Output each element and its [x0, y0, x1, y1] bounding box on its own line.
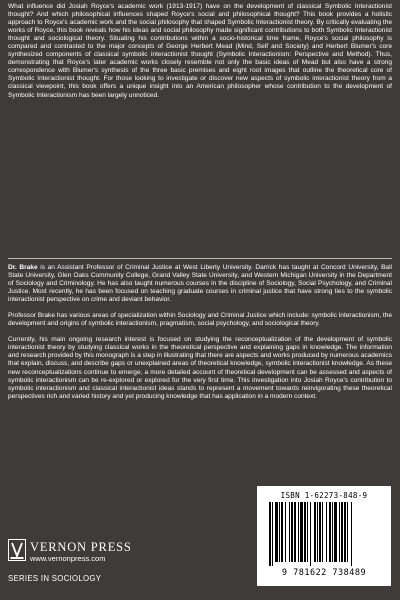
barcode-bar: [351, 502, 352, 566]
vernon-press-logo-icon: [8, 539, 26, 561]
isbn-label: ISBN 1-62273-848-9: [280, 491, 368, 500]
barcode-bar: [341, 502, 343, 562]
barcode-bar: [319, 502, 321, 562]
barcode-bar: [279, 502, 280, 562]
barcode-bar: [285, 502, 286, 562]
barcode-bar: [314, 502, 316, 562]
barcode-bar: [322, 502, 323, 562]
barcode-bar: [332, 502, 333, 562]
bio-paragraph-1: [8, 264, 392, 304]
barcode-bar: [272, 502, 273, 566]
series-title: SERIES IN SOCIOLOGY: [8, 574, 102, 583]
barcode-bar: [326, 502, 327, 562]
bio-paragraph-1-text: is an Assistant Professor of Criminal Justice at West Liberty University. Darrick has taught at Concord University, Ball State University, Glen Oaks Community College, Grand Valley State University, and Western Michigan University in the Department of Sociology and Criminology. He has also taught numerous courses in the discipline of Sociology, Social Psychology, and Criminal Justice. Most recently, he has been focused on teaching graduate courses in criminal justice that have strong ties to the symbolic interactionist perspective on crime and deviant behavior.: [8, 264, 392, 304]
barcode-bar: [329, 502, 331, 562]
book-description: What influence did Josiah Royce's academic work (1913-1917) have on the development of classical Symbolic Interactionist thought? And which philosophical influences shaped Royce's social and philosophical thought? This book provides a holistic approach to Royce's academic work and the social philosophy that shaped Symbolic Interactionist theory. By critically evaluating the works of Royce, this book reveals how his ideas and social philosophy made significant contributions to both Symbolic Interactionist thought and sociological theory. Situating his contributions within a socio-historical time frame, Royce's social philosophy is compared and contrasted to the major concepts of George Herbert Mead (Mind, Self and Society) and Herbert Blumer's core synthesized components of classical symbolic interactionist thought (Symbolic Interactionism: Perspective and Method). Thus, demonstrating that Royce's later academic works closely resemble not only the basic ideas of Mead but also have a strong correspondence with Blumer's synthesis of the three basic premises and eight root images that outline the theoretical core of Symbolic Interactionist thought. For those looking to investigate or discover new aspects of symbolic interactionist theory from a classical viewpoint, this book offers a unique insight into an American philosopher whose contribution to the development of Symbolic Interactionism has been largely unnoticed.: [8, 3, 392, 99]
isbn-barcode-panel: [257, 486, 391, 586]
barcode-graphic: [269, 502, 379, 566]
barcode-bar: [307, 502, 308, 562]
barcode-bar: [304, 502, 306, 562]
barcode-bar: [344, 502, 346, 562]
section-divider: [8, 258, 392, 259]
barcode-bar: [334, 502, 337, 562]
barcode-bar: [281, 502, 283, 562]
barcode-bar: [294, 502, 296, 562]
barcode-bar: [310, 502, 311, 566]
barcode-bar: [300, 502, 303, 562]
barcode-bar: [269, 502, 271, 566]
barcode-bar: [275, 502, 278, 562]
ean-number: 9 781622 738489: [281, 568, 367, 578]
barcode-bar: [289, 502, 290, 562]
barcode-bar: [317, 502, 318, 562]
bio-paragraph-3: Currently, his main ongoing research interest is focused on studying the reconceptualization of the development of symbolic interactionist theory by studying classical works in the theoretical perspective and explaining gaps in knowledge. The information and research provided by this monograph is a step in illustrating that there are aspects and works produced by numerous academics that explain, discuss, and describe gaps or unexplained areas of theoretical knowledge, symbolic interactionist knowledge. As these new reconceptualizations continue to emerge, a more detailed account of theoretical development can be assessed and aspects of symbolic interactionism can be re-explored or explored for the very first time. This investigation into Josiah Royce's contribution to symbolic interactionism and classical interactionist ideas stands to represent a movement towards reinvigorating these theoretical perspectives rich and varied history and yet producing knowledge that has application in a modern context.: [8, 336, 392, 400]
author-bio: [8, 264, 392, 409]
barcode-bar: [347, 502, 348, 562]
barcode-bar: [339, 502, 340, 562]
publisher-name: VERNON PRESS: [30, 540, 132, 554]
barcode-bar: [291, 502, 293, 562]
author-name: Dr. Brake: [8, 264, 38, 271]
bio-paragraph-2: Professor Brake has various areas of specialization within Sociology and Criminal Justice which include: symbolic interactionism, the development and origins of symbolic interactionism, pragmatism, social psychology, and sociological theory.: [8, 312, 392, 328]
barcode-bar: [298, 502, 299, 562]
publisher-url: www.vernonpress.com: [30, 554, 106, 563]
